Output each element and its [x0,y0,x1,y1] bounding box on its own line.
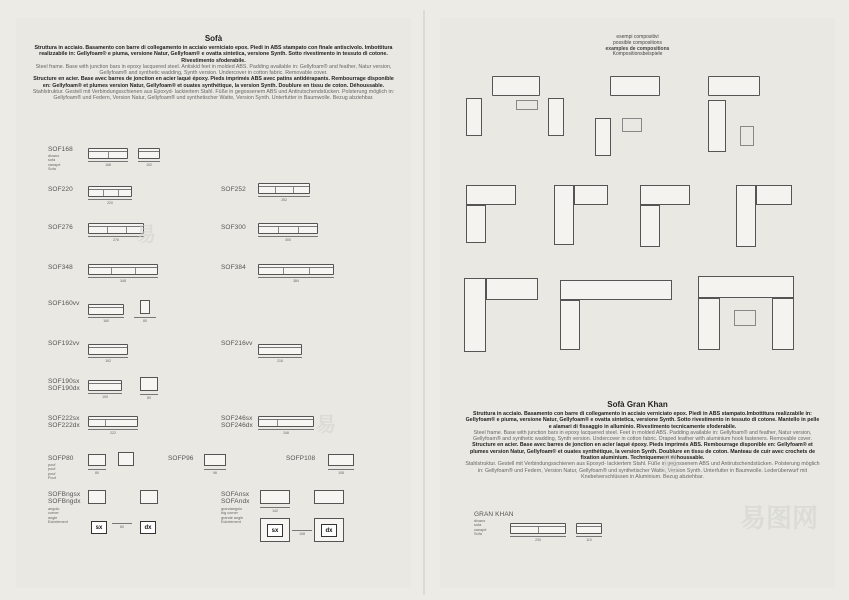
model-sof300: SOF300 [221,224,246,231]
dim-width: 190 [88,393,122,398]
composition-sofa [610,76,660,96]
desc-english: Steel frame. Base with junction bars in epoxy lacquered steel. Antiskid feet in molded ABS. Padding available in: Gellyfoam® and feather, Natur version, Gellyfoam® and synthetic wadding, Synth version. Undercover in cotton fabric. Removable cover. [35,63,392,77]
pouf-labels: pouf pouf pouf Pouf [48,463,56,481]
sofa-side-drawing [138,148,160,159]
dim-width: 192 [88,357,128,362]
model-gran-khan: GRAN KHAN [474,511,514,518]
dim-depth: 80 [134,317,156,322]
model-sof252: SOF252 [221,186,246,193]
composition-sofa [466,98,482,136]
grand-angle-labels: grandangolo big corner grande angle Eckelement [221,507,244,525]
sofa-drawing [88,148,128,159]
right-page [440,18,835,588]
corner-drawing [314,490,344,504]
sofa-drawing [258,223,318,234]
composition-sofa [486,278,538,300]
model-sofp96: SOFP96 [168,455,194,462]
composition-sofa [772,298,794,350]
dim-depth: 110 [576,536,602,541]
angle-labels: angolo corner angle Eckelement [48,507,68,525]
desc-italian: Struttura in acciaio. Basamento con barre di collegamento in acciaio verniciato epox. Piedi in ABS stampato con finale antiscivolo. Imbottitura realizzabile in: Gellyfoam® e piuma, versione Natur, Gellyfoam® e ovatta sintetica, versione Synth. Sotto rivestimento in tessuto di cotone. Rivestimento sfoderabile. [34,45,393,64]
composition-sofa [736,185,756,247]
corner-drawing [260,490,290,504]
sofa-title: Sofà [204,34,223,43]
sofa-drawing [258,183,310,194]
composition-sofa [466,205,486,243]
sofa-drawing [258,416,314,427]
model-sofansx: SOFAnsx [221,491,250,498]
dim-depth: 102 [138,161,160,166]
model-sof384: SOF384 [221,264,246,271]
dim-width: 160 [88,317,124,322]
pouf-side-drawing [118,452,134,466]
corner-drawing [140,490,158,504]
sofa-drawing [258,264,334,275]
gran-khan-title: Sofà Gran Khan [607,400,668,409]
model-sof168: SOF168 [48,146,73,153]
model-sofp80: SOFP80 [48,455,74,462]
composition-sofa [548,98,564,136]
composition-sofa [574,185,608,205]
dim-width: 252 [258,196,310,201]
desc-french: Structure en acier. Base avec barres de jonction en acier laqué époxy. Pieds imprimés ABS avec patins antidérapants. Rembourrage disponible en: Gellyfoam® et plumes version Natur, Gellyfoam® et ouates synthétique, la version Synth. Doublure en tissu de coton. Déhoussable. [33,76,394,89]
model-sofp108: SOFP108 [286,455,316,462]
composition-sofa [554,185,574,245]
left-tag: sx [267,524,283,537]
model-sofandx: SOFAndx [221,498,250,505]
watermark: 易图网 [740,503,819,533]
composition-sofa [640,185,690,205]
dim-width: 230 [510,536,566,541]
composition-pouf [740,126,754,146]
watermark: 易 [660,454,680,476]
model-sofbngdx: SOFBngdx [48,498,81,505]
dim-width: 246 [258,429,314,434]
sofa-drawing [88,304,124,315]
composition-sofa [492,76,540,96]
sofa-drawing [88,186,132,197]
composition-sofa [756,185,792,205]
composition-pouf [622,118,642,132]
gk-desc-german: Stahlstruktur. Gestell mit Verbindungsschienen aus Epoxyd- lackiertem Stahl. Füße in gegossenem ABS und Antirutschendstücken. Polsterung möglich in: Gellyfoam® und Federn, Version Natur, Gellyfoam® und synthetischer Watte, Version Synth. Unterfutter in Baumwolle. Lederüberwurf mit Knebelverschlüssen in Aluminium. Bezug abziehbar. [465,461,820,480]
composition-sofa [640,205,660,247]
model-sof246sx: SOF246sx [221,415,253,422]
model-sof246dx: SOF246dx [221,422,253,429]
model-sof216vv: SOF216vv [221,340,253,347]
dim-width: 300 [258,236,318,241]
watermark: 易 [136,224,156,246]
sof168-labels: divano sofa canapé Sofa [48,154,61,172]
composition-sofa [560,280,672,300]
gk-desc-english: Steel frame. Base with junction bars in epoxy lacquered steel. Feet in molded ABS. Padding available in: Gellyfoam® and feather, Natur version, Gellyfoam® and synthetic wadding, Synth version. Undercover in cotton fabric. Draped leather with aluminium hook fasteners. Removable cover. [473,429,812,443]
sofa-drawing [88,264,158,275]
page-gutter [423,10,425,595]
sofa-drawing [88,344,128,355]
gk-desc-french: Structure en acier. Base avec barres de jonction en acier laqué époxy. Pieds imprimés ABS. Rembourrage disponible en: Gellyfoam® et plumes version Natur, Gellyfoam® et ouates synthétique, la version Synth. Doublure en tissu de coton. Manteau de cuir avec crochets de fixation aluminium. Techniquement déhoussable. [469,442,816,462]
dim-depth: 80 [140,394,158,399]
dim-width: 142 [260,507,290,512]
model-sof160vv: SOF160vv [48,300,80,307]
model-sof190sx: SOF190sx [48,378,80,385]
right-tag: dx [321,524,337,537]
pouf-drawing [88,454,106,466]
dim-width: 222 [88,429,138,434]
gran-khan-labels: divano sofa canapé Sofa [474,519,487,537]
pouf-drawing [328,454,354,466]
composition-pouf [734,310,756,326]
left-tag: sx [91,521,107,534]
chaise-end-drawing [140,300,150,314]
composition-sofa [560,300,580,350]
sofa-drawing [510,523,566,534]
dim-width: 216 [258,357,302,362]
dim-width: 220 [88,199,132,204]
composition-sofa [698,298,720,350]
model-sof276: SOF276 [48,224,73,231]
model-sof222dx: SOF222dx [48,422,80,429]
model-sof222sx: SOF222sx [48,415,80,422]
composition-sofa [708,100,726,152]
model-sof190dx: SOF190dx [48,385,80,392]
dim-width: 276 [88,236,144,241]
desc-german: Stahlstruktur. Gestell mit Verbindungsschienen aus Epoxyd- lackiertem Stahl. Füße in gegossenem ABS und Antirutschendstücken. Polsterung möglich in: Gellyfoam® und Federn, Version Natur, Gellyfoam® und synthetischer Watte, Version Synth. Unterfutter in Baumwolle. Bezug abziehbar. [32,89,395,102]
side-view-drawing [140,377,158,391]
sofa-drawing [258,344,302,355]
composition-pouf [516,100,538,110]
right-tag: dx [140,521,156,534]
pouf-drawing [204,454,226,466]
sofa-drawing [88,416,138,427]
left-page [16,18,411,588]
dim-width: 80 [88,469,106,474]
model-sof220: SOF220 [48,186,73,193]
composition-sofa [708,76,760,96]
gk-desc-italian: Struttura in acciaio. Basamento con barre di collegamento in acciaio verniciato epox. Piedi in ABS stampato.Imbottitura realizzabile in: Gellyfoam® e piuma, versione Natur, Gellyfoam® e ovatta sintetica, versione Synth. Sotto rivestimento in tessuto di cotone. Mantello in pelle e alamari di fissaggio in alluminio. Rivestimento tecnicamente sfoderabile. [465,411,820,430]
watermark: 易 [316,414,336,436]
dim-width: 168 [88,161,128,166]
composition-sofa [464,278,486,352]
composition-sofa [698,276,794,298]
model-sof348: SOF348 [48,264,73,271]
model-sof192vv: SOF192vv [48,340,80,347]
dim-width: 108 [328,469,354,474]
sofa-side-drawing [576,523,602,534]
dim-depth: 108 [292,530,312,535]
corner-drawing [88,490,106,504]
dim-width: 348 [88,277,158,282]
composition-sofa [466,185,516,205]
dim-width: 96 [204,469,226,474]
dim-width: 80 [112,523,132,528]
dim-width: 384 [258,277,334,282]
model-sofbngsx: SOFBngsx [48,491,81,498]
composition-sofa [595,118,611,156]
sofa-drawing [88,380,122,391]
compositions-heading: esempi compositivi possible compositions examples de compositions Kompositionsbeispiele [605,34,670,58]
